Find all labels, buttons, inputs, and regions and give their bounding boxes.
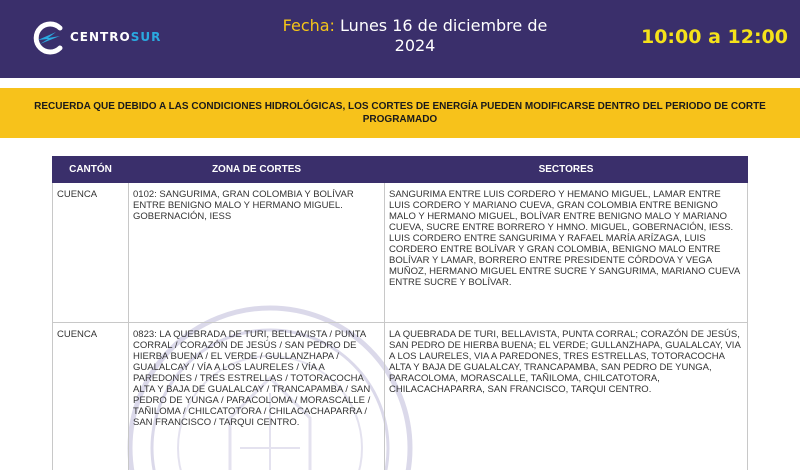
col-header-sectores: SECTORES [385, 157, 748, 183]
header-bar [0, 0, 800, 78]
time-range: 10:00 a 12:00 [640, 26, 788, 48]
date-value: Lunes 16 de diciembre de 2024 [334, 16, 548, 55]
sectores-cell: SANGURIMA ENTRE LUIS CORDERO Y HEMANO MIGUEL, LAMAR ENTRE LUIS CORDERO Y MARIANO CUEVA, GRAN COLOMBIA ENTRE BENIGNO MALO Y HERMANO MIGUEL, BOLÍVAR ENTRE BENIGNO MALO Y MARIANO CUEVA, SUCRE ENTRE BORRERO Y HMNO. MIGUEL, GOBERNACIÓN, IESS. LUIS CORDERO ENTRE SANGURIMA Y RAFAEL MARÍA ARÍZAGA, LUIS CORDERO ENTRE BOLÍVAR Y GRAN COLOMBIA, BENIGNO MALO ENTRE BOLÍVAR Y LAMAR, BORRERO ENTRE PRESIDENTE CÓRDOVA Y VEGA MUÑOZ, HERMANO MIGUEL ENTRE SUCRE Y SANGURIMA, MARIANO CUEVA ENTRE SUCRE Y BOLÍVAR. [385, 183, 748, 323]
table-row [53, 183, 748, 323]
sectores-cell: LA QUEBRADA DE TURI, BELLAVISTA, PUNTA CORRAL; CORAZÓN DE JESÚS, SAN PEDRO DE HIERBA BUENA; EL VERDE; GULLANZHAPA, GUALALCAY, VIA A LOS LAURELES, VIA A PAREDONES, TRES ESTRELLAS, TOTORACOCHA ALTA Y BAJA DE GUALALCAY, TRANCAPAMBA, SAN PEDRO DE YUNGA, PARACOLOMA, MORASCALLE, TAÑILOMA, CHILCATOTORA, CHILACACHAPARRA, SAN FRANCISCO, TARQUI CENTRO. [385, 323, 748, 470]
canton-cell: CUENCA [53, 323, 129, 470]
zona-cell: 0823: LA QUEBRADA DE TURI, BELLAVISTA / PUNTA CORRAL / CORAZÓN DE JESÚS / SAN PEDRO DE HIERBA BUENA / EL VERDE / GULLANZHAPA / GUALALCAY / VÍA A LOS LAURELES / VÍA A PAREDONES / TRES ESTRELLAS / TOTORACOCHA ALTA Y BAJA DE GUALALCAY / TRANCAPAMBA / SAN PEDRO DE YUNGA / PARACOLOMA / MORASCALLE / TAÑILOMA / CHILCATOTORA / CHILACACHAPARRA / SAN FRANCISCO / TARQUI CENTRO. [129, 323, 385, 470]
date-label: Fecha: [282, 16, 335, 35]
warning-text: RECUERDA QUE DEBIDO A LAS CONDICIONES HIDROLÓGICAS, LOS CORTES DE ENERGÍA PUEDEN MODIFICARSE DENTRO DEL PERIODO DE CORTE PROGRAMADO [34, 101, 766, 125]
zona-cell: 0102: SANGURIMA, GRAN COLOMBIA Y BOLÍVAR ENTRE BENIGNO MALO Y HERMANO MIGUEL. GOBERNACIÓN, IESS [129, 183, 385, 323]
col-header-zona: ZONA DE CORTES [129, 157, 385, 183]
brand-name: CENTROSUR [70, 30, 162, 44]
date-text [265, 16, 565, 56]
outage-table [52, 156, 748, 470]
centrosur-logo [30, 20, 180, 56]
canton-cell: CUENCA [53, 183, 129, 323]
warning-banner [0, 88, 800, 138]
col-header-canton: CANTÓN [53, 157, 129, 183]
centrosur-logo-icon [30, 20, 66, 56]
table-row [53, 323, 748, 470]
table-header-row [53, 157, 748, 183]
